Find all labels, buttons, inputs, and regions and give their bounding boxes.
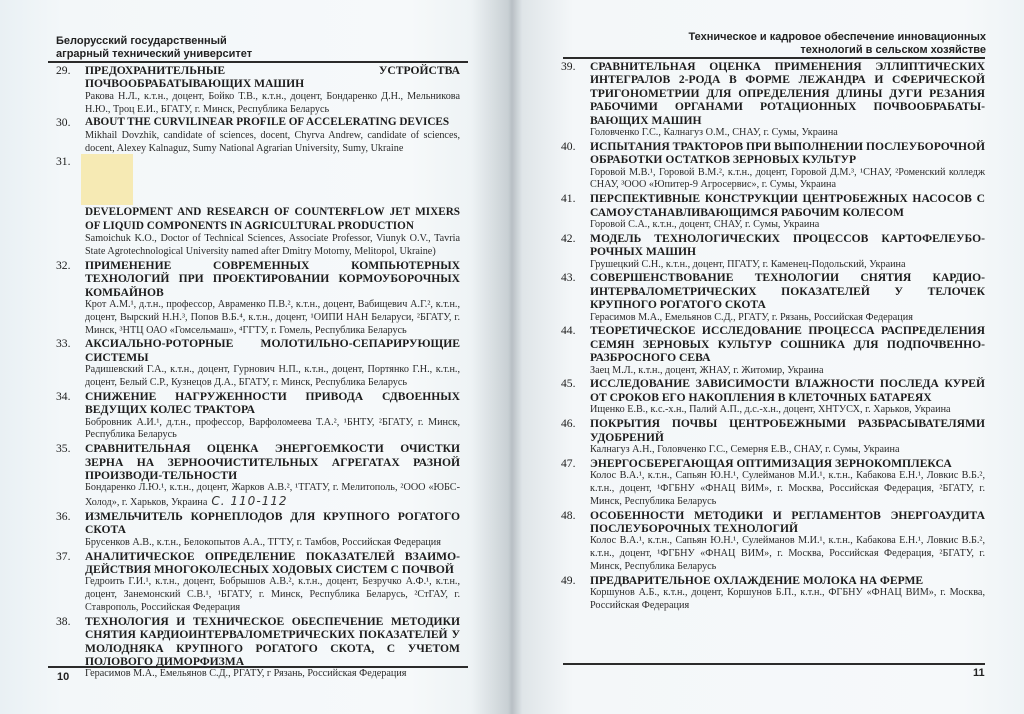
contents-entry bbox=[56, 550, 460, 615]
entry-authors-text: Samoichuk K.O., Doctor of Technical Sciences, Associate Professor, Viunyk O.V., Tavria State Agrotechnological University named after Dmitry Motorny, Melitopol, Ukraine) bbox=[85, 233, 460, 258]
entry-authors-text: Герасимов М.А., Емельянов С.Д., РГАТУ, г. Рязань, Российская Федерация bbox=[590, 311, 913, 323]
entry-authors bbox=[85, 299, 460, 337]
entry-authors-text: Колос В.А.¹, к.т.н., Сапьян Ю.Н.¹, Сулейманов М.И.¹, к.т.н., Кабакова Е.Н.¹, Ловкис В.Б.², к.т.н., доцент, ¹ФГБНУ «ФНАЦ ВИМ», г. Москва, Российская Федерация, ²БГАТУ, г. Минск, Республика Беларусь bbox=[590, 470, 985, 507]
contents-entry bbox=[56, 615, 460, 681]
entry-authors-text: Калнагуз А.Н., Головченко Г.С., Семерня Е.В., СНАУ, г. Сумы, Украина bbox=[590, 443, 900, 455]
contents-entry bbox=[561, 60, 985, 140]
entry-title: ОСОБЕННОСТИ МЕТОДИКИ И РЕГЛАМЕНТОВ ЭНЕРГОАУДИТА ПОСЛЕУБОРОЧНЫХ ТЕХНОЛОГИЙ bbox=[590, 508, 985, 535]
contents-entry bbox=[561, 140, 985, 192]
entry-authors bbox=[590, 587, 985, 613]
contents-entry bbox=[561, 417, 985, 457]
entry-authors-text: Ракова Н.Л., к.т.н., доцент, Бойко Т.В., к.т.н., доцент, Бондаренко Д.Н., Мельникова Н.Ю., Троц Е.И., БГАТУ, г. Минск, Республика Беларусь bbox=[85, 90, 460, 115]
entry-title: ПРИМЕНЕНИЕ СОВРЕМЕННЫХ КОМПЬЮТЕРНЫХ ТЕХНОЛОГИЙ ПРИ ПРОЕКТИРОВАНИИ КОРМОУБОРОЧНЫХ КОМБАЙНОВ bbox=[85, 258, 460, 299]
entry-title: ABOUT THE CURVILINEAR PROFILE OF ACCELERATING DEVICES bbox=[85, 116, 450, 129]
entry-authors-text: Бондаренко Л.Ю.¹, к.т.н., доцент, Жарков А.В.², ¹ТГАТУ, г. Мелитополь, ²ООО «ЮБС-Холод», г. Харьков, Украина bbox=[85, 482, 460, 509]
entry-authors-text: Ищенко Е.В., к.с.-х.н., Палий А.П., д.с.-х.н., доцент, ХНТУСХ, г. Харьков, Украина bbox=[590, 404, 951, 416]
entry-title: ЭНЕРГОСБЕРЕГАЮЩАЯ ОПТИМИЗАЦИЯ ЗЕРНОКОМПЛЕКСА bbox=[590, 456, 952, 470]
contents-entry bbox=[56, 442, 460, 510]
entry-authors-text: Грушецкий С.Н., к.т.н., доцент, ПГАТУ, г. Каменец-Подольский, Украина bbox=[590, 258, 906, 270]
entry-title: СРАВНИТЕЛЬНАЯ ОЦЕНКА ПРИМЕНЕНИЯ ЭЛЛИПТИЧЕСКИХ ИНТЕГРАЛОВ 2-РОДА В ФОРМЕ ЛЕЖАНДРА И СФЕРИЧЕСКОЙ ТРИГОНОМЕТРИИ ДЛЯ ОПРЕДЕЛЕНИЯ ДЛИНЫ ДУГИ РЕЗАНИЯ РАБОЧИМИ ОРГАНАМИ РОТАЦИОННЫХ ПОЧВООБРАБАТЫ-ВАЮЩИХ МАШИН bbox=[590, 60, 985, 127]
entry-title: ИССЛЕДОВАНИЕ ЗАВИСИМОСТИ ВЛАЖНОСТИ ПОСЛЕДА КУРЕЙ ОТ СРОКОВ ЕГО НАКОПЛЕНИЯ В КЛЕТОЧНЫХ БАТАРЕЯХ bbox=[590, 377, 985, 404]
entry-title: АКСИАЛЬНО-РОТОРНЫЕ МОЛОТИЛЬНО-СЕПАРИРУЮЩИЕ СИСТЕМЫ bbox=[85, 337, 460, 364]
entry-title: DEVELOPMENT AND RESEARCH OF COUNTERFLOW JET MIXERS OF LIQUID COMPONENTS IN AGRICULTURAL PRODUCTION bbox=[85, 206, 460, 232]
running-head-line: технологий в сельском хозяйстве bbox=[800, 43, 986, 56]
entry-title: АНАЛИТИЧЕСКОЕ ОПРЕДЕЛЕНИЕ ПОКАЗАТЕЛЕЙ ВЗАИМО-ДЕЙСТВИЯ МНОГОКОЛЕСНЫХ ХОДОВЫХ СИСТЕМ С ПОЧВОЙ bbox=[85, 549, 460, 577]
entry-authors-text: Радишевский Г.А., к.т.н., доцент, Гурнович Н.П., к.т.н., доцент, Портянко Г.Н., к.т.н., доцент, Белый С.Р., Кузнецов Д.А., БГАТУ, г. Минск, Республика Беларусь bbox=[85, 364, 460, 389]
contents-entry bbox=[56, 510, 460, 550]
left-running-head bbox=[56, 35, 252, 60]
entry-title: СОВЕРШЕНСТВОВАНИЕ ТЕХНОЛОГИИ СНЯТИЯ КАРДИО-ИНТЕРВАЛОМЕТРИЧЕСКИХ ПОКАЗАТЕЛЕЙ У ТЕЛОЧЕК КРУПНОГО РОГАТОГО СКОТА bbox=[590, 271, 985, 312]
marker-highlight bbox=[81, 154, 133, 205]
entry-number: 46. bbox=[561, 417, 576, 431]
contents-entry bbox=[56, 390, 460, 442]
entry-number: 39. bbox=[561, 60, 576, 73]
entry-number: 35. bbox=[56, 442, 71, 456]
contents-list bbox=[561, 60, 985, 613]
entry-number: 31. bbox=[56, 155, 71, 169]
entry-number: 41. bbox=[561, 192, 576, 206]
right-running-head bbox=[689, 31, 987, 56]
entry-authors-text: Гедроить Г.И.¹, к.т.н., доцент, Бобрышов А.В.², к.т.н., доцент, Безручко А.Ф.¹, к.т.н., доцент, Занемонский С.В.¹, ¹БГАТУ, г. Минск, Республика Беларусь, ²СтГАУ, г. Ставрополь, Российская Федерация bbox=[85, 576, 460, 614]
entry-authors-text: Mikhail Dovzhik, candidate of sciences, docent, Chyrva Andrew, candidate of sciences, docent, Alexey Kalnaguz, Sumy National Agrarian University, Sumy, Ukraine bbox=[85, 129, 460, 154]
entry-title: ИЗМЕЛЬЧИТЕЛЬ КОРНЕПЛОДОВ ДЛЯ КРУПНОГО РОГАТОГО СКОТА bbox=[85, 510, 460, 537]
entry-authors-text: Заец М.Л., к.т.н., доцент, ЖНАУ, г. Житомир, Украина bbox=[590, 364, 824, 376]
contents-entry bbox=[561, 457, 985, 509]
entry-authors-text: Горовой М.В.¹, Горовой В.М.², к.т.н., доцент, Горовой Д.М.³, ¹СНАУ, ²Роменский колледж СНАУ, ³ООО «Юпитер-9 Агросервис», г. Сумы, Украина bbox=[590, 166, 985, 191]
entry-title: ПРЕДВАРИТЕЛЬНОЕ ОХЛАЖДЕНИЕ МОЛОКА НА ФЕРМЕ bbox=[590, 573, 924, 587]
entry-number: 34. bbox=[56, 389, 71, 403]
contents-entry bbox=[56, 259, 460, 338]
entry-authors bbox=[85, 482, 460, 510]
entry-title: ПОКРЫТИЯ ПОЧВЫ ЦЕНТРОБЕЖНЫМИ РАЗБРАСЫВАТЕЛЯМИ УДОБРЕНИЙ bbox=[590, 417, 985, 444]
entry-number: 29. bbox=[56, 64, 71, 77]
entry-authors-text: Брусенков А.В., к.т.н., Белокопытов А.А., ТГТУ, г. Тамбов, Российская Федерация bbox=[85, 536, 441, 548]
entry-authors bbox=[85, 537, 460, 550]
entry-authors bbox=[85, 417, 460, 443]
entry-title: СНИЖЕНИЕ НАГРУЖЕННОСТИ ПРИВОДА СДВОЕННЫХ ВЕДУЩИХ КОЛЕС ТРАКТОРА bbox=[85, 389, 460, 417]
footer-rule bbox=[563, 663, 985, 665]
contents-entry bbox=[561, 324, 985, 377]
entry-title: ИСПЫТАНИЯ ТРАКТОРОВ ПРИ ВЫПОЛНЕНИИ ПОСЛЕУБОРОЧНОЙ ОБРАБОТКИ ОСТАТКОВ ЗЕРНОВЫХ КУЛЬТУР bbox=[590, 139, 985, 167]
entry-authors bbox=[590, 312, 985, 325]
header-rule bbox=[48, 61, 468, 63]
entry-number: 37. bbox=[56, 549, 71, 563]
contents-list bbox=[56, 64, 460, 681]
entry-number: 47. bbox=[561, 456, 576, 470]
entry-authors-text: Головченко Г.С., Калнагуз О.М., СНАУ, г. Сумы, Украина bbox=[590, 127, 838, 139]
entry-authors bbox=[590, 167, 985, 193]
page-number: 10 bbox=[57, 671, 70, 683]
entry-number: 49. bbox=[561, 573, 576, 587]
contents-entry bbox=[56, 337, 460, 389]
contents-entry bbox=[561, 377, 985, 417]
entry-authors bbox=[85, 668, 460, 681]
entry-authors bbox=[85, 233, 460, 259]
contents-entry bbox=[561, 271, 985, 324]
contents-entry bbox=[561, 232, 985, 272]
entry-title: ТЕОРЕТИЧЕСКОЕ ИССЛЕДОВАНИЕ ПРОЦЕССА РАСПРЕДЕЛЕНИЯ СЕМЯН ЗЕРНОВЫХ КУЛЬТУР СОШНИКА ДЛЯ ПОДПОЧВЕННО-РАЗБРОСНОГО СЕВА bbox=[590, 324, 985, 365]
entry-authors bbox=[85, 91, 460, 117]
entry-number: 38. bbox=[56, 614, 71, 628]
entry-number: 44. bbox=[561, 324, 576, 338]
entry-number: 43. bbox=[561, 271, 576, 285]
entry-authors bbox=[590, 404, 985, 417]
running-head-line: Техническое и кадровое обеспечение инновационных bbox=[688, 31, 986, 43]
entry-title: МОДЕЛЬ ТЕХНОЛОГИЧЕСКИХ ПРОЦЕССОВ КАРТОФЕЛЕУБО-РОЧНЫХ МАШИН bbox=[590, 231, 985, 259]
entry-number: 42. bbox=[561, 231, 576, 245]
left-page bbox=[0, 0, 505, 714]
entry-authors bbox=[590, 444, 985, 457]
entry-authors-text: Бобровник А.И.¹, д.т.н., профессор, Варфоломеева Т.А.², ¹БНТУ, ²БГАТУ, г. Минск, Республика Беларусь bbox=[85, 416, 460, 441]
right-page bbox=[515, 0, 1024, 714]
entry-number: 36. bbox=[56, 510, 71, 524]
entry-authors bbox=[85, 364, 460, 390]
entry-number: 45. bbox=[561, 377, 576, 391]
entry-authors-text: Горовой С.А., к.т.н., доцент, СНАУ, г. Сумы, Украина bbox=[590, 219, 820, 231]
entry-number: 33. bbox=[56, 337, 71, 351]
entry-authors bbox=[590, 127, 985, 140]
entry-authors bbox=[590, 259, 985, 272]
page-number: 11 bbox=[973, 667, 985, 679]
entry-authors bbox=[590, 470, 985, 508]
entry-authors bbox=[590, 365, 985, 378]
entry-number: 40. bbox=[561, 139, 576, 153]
entry-authors bbox=[590, 535, 985, 573]
entry-title: ПЕРСПЕКТИВНЫЕ КОНСТРУКЦИИ ЦЕНТРОБЕЖНЫХ НАСОСОВ С САМОУСТАНАВЛИВАЮЩИМСЯ РАБОЧИМ КОЛЕСОМ bbox=[590, 192, 985, 219]
entry-authors-text: Колос В.А.¹, к.т.н., Сапьян Ю.Н.¹, Сулейманов М.И.¹, к.т.н., Кабакова Е.Н.¹, Ловкис В.Б.², к.т.н., доцент, ¹ФГБНУ «ФНАЦ ВИМ», г. Москва, Российская Федерация, ²БГАТУ, г. Минск, Республика Беларусь bbox=[590, 535, 985, 572]
entry-title: ТЕХНОЛОГИЯ И ТЕХНИЧЕСКОЕ ОБЕСПЕЧЕНИЕ МЕТОДИКИ СНЯТИЯ КАРДИОИНТЕРВАЛОМЕТРИЧЕСКИХ ПОКАЗАТЕЛЕЙ У МОЛОДНЯКА КРУПНОГО РОГАТОГО СКОТА, С УЧЕТОМ ПОЛОВОГО ДИМОРФИЗМА bbox=[85, 614, 460, 669]
contents-entry bbox=[561, 192, 985, 232]
contents-entry bbox=[561, 574, 985, 613]
contents-entry bbox=[56, 116, 460, 155]
entry-authors-text: Коршунов А.Б., к.т.н., доцент, Коршунов Б.П., к.т.н., ФГБНУ «ФНАЦ ВИМ», г. Москва, Российская Федерация bbox=[590, 587, 985, 611]
entry-number: 32. bbox=[56, 258, 71, 272]
entry-authors-text: Герасимов М.А., Емельянов С.Д., РГАТУ, г Рязань, Российская Федерация bbox=[85, 668, 407, 680]
contents-entry bbox=[561, 509, 985, 574]
contents-entry bbox=[56, 64, 460, 116]
entry-number: 30. bbox=[56, 116, 71, 130]
entry-title: СРАВНИТЕЛЬНАЯ ОЦЕНКА ЭНЕРГОЕМКОСТИ ОЧИСТКИ ЗЕРНА НА ЗЕРНООЧИСТИТЕЛЬНЫХ АГРЕГАТАХ РАЗНОЙ ПРОИЗВОДИ-ТЕЛЬНОСТИ bbox=[85, 442, 460, 483]
handwritten-note: C. 110-112 bbox=[211, 494, 288, 509]
entry-authors bbox=[85, 576, 460, 614]
entry-authors bbox=[85, 130, 460, 156]
entry-number: 48. bbox=[561, 508, 576, 522]
entry-title: ПРЕДОХРАНИТЕЛЬНЫЕ УСТРОЙСТВА ПОЧВООБРАБАТЫВАЮЩИХ МАШИН bbox=[85, 64, 460, 91]
contents-entry bbox=[56, 155, 460, 258]
entry-authors bbox=[590, 219, 985, 232]
header-rule bbox=[563, 57, 985, 59]
entry-authors-text: Крот А.М.¹, д.т.н., профессор, Авраменко П.В.², к.т.н., доцент, Вабищевич А.Г.², к.т.н., доцент, Вырский Н.Н.³, Попов В.Б.⁴, к.т.н., доцент, ¹ОИПИ НАН Беларуси, ²БГАТУ, г. Минск, ³НТЦ ОАО «Гомсельмаш», ⁴ГГТУ, г. Гомель, Республика Беларусь bbox=[85, 299, 460, 336]
running-head-line: Белорусский государственный bbox=[56, 35, 227, 47]
running-head-line: аграрный технический университет bbox=[56, 47, 253, 60]
